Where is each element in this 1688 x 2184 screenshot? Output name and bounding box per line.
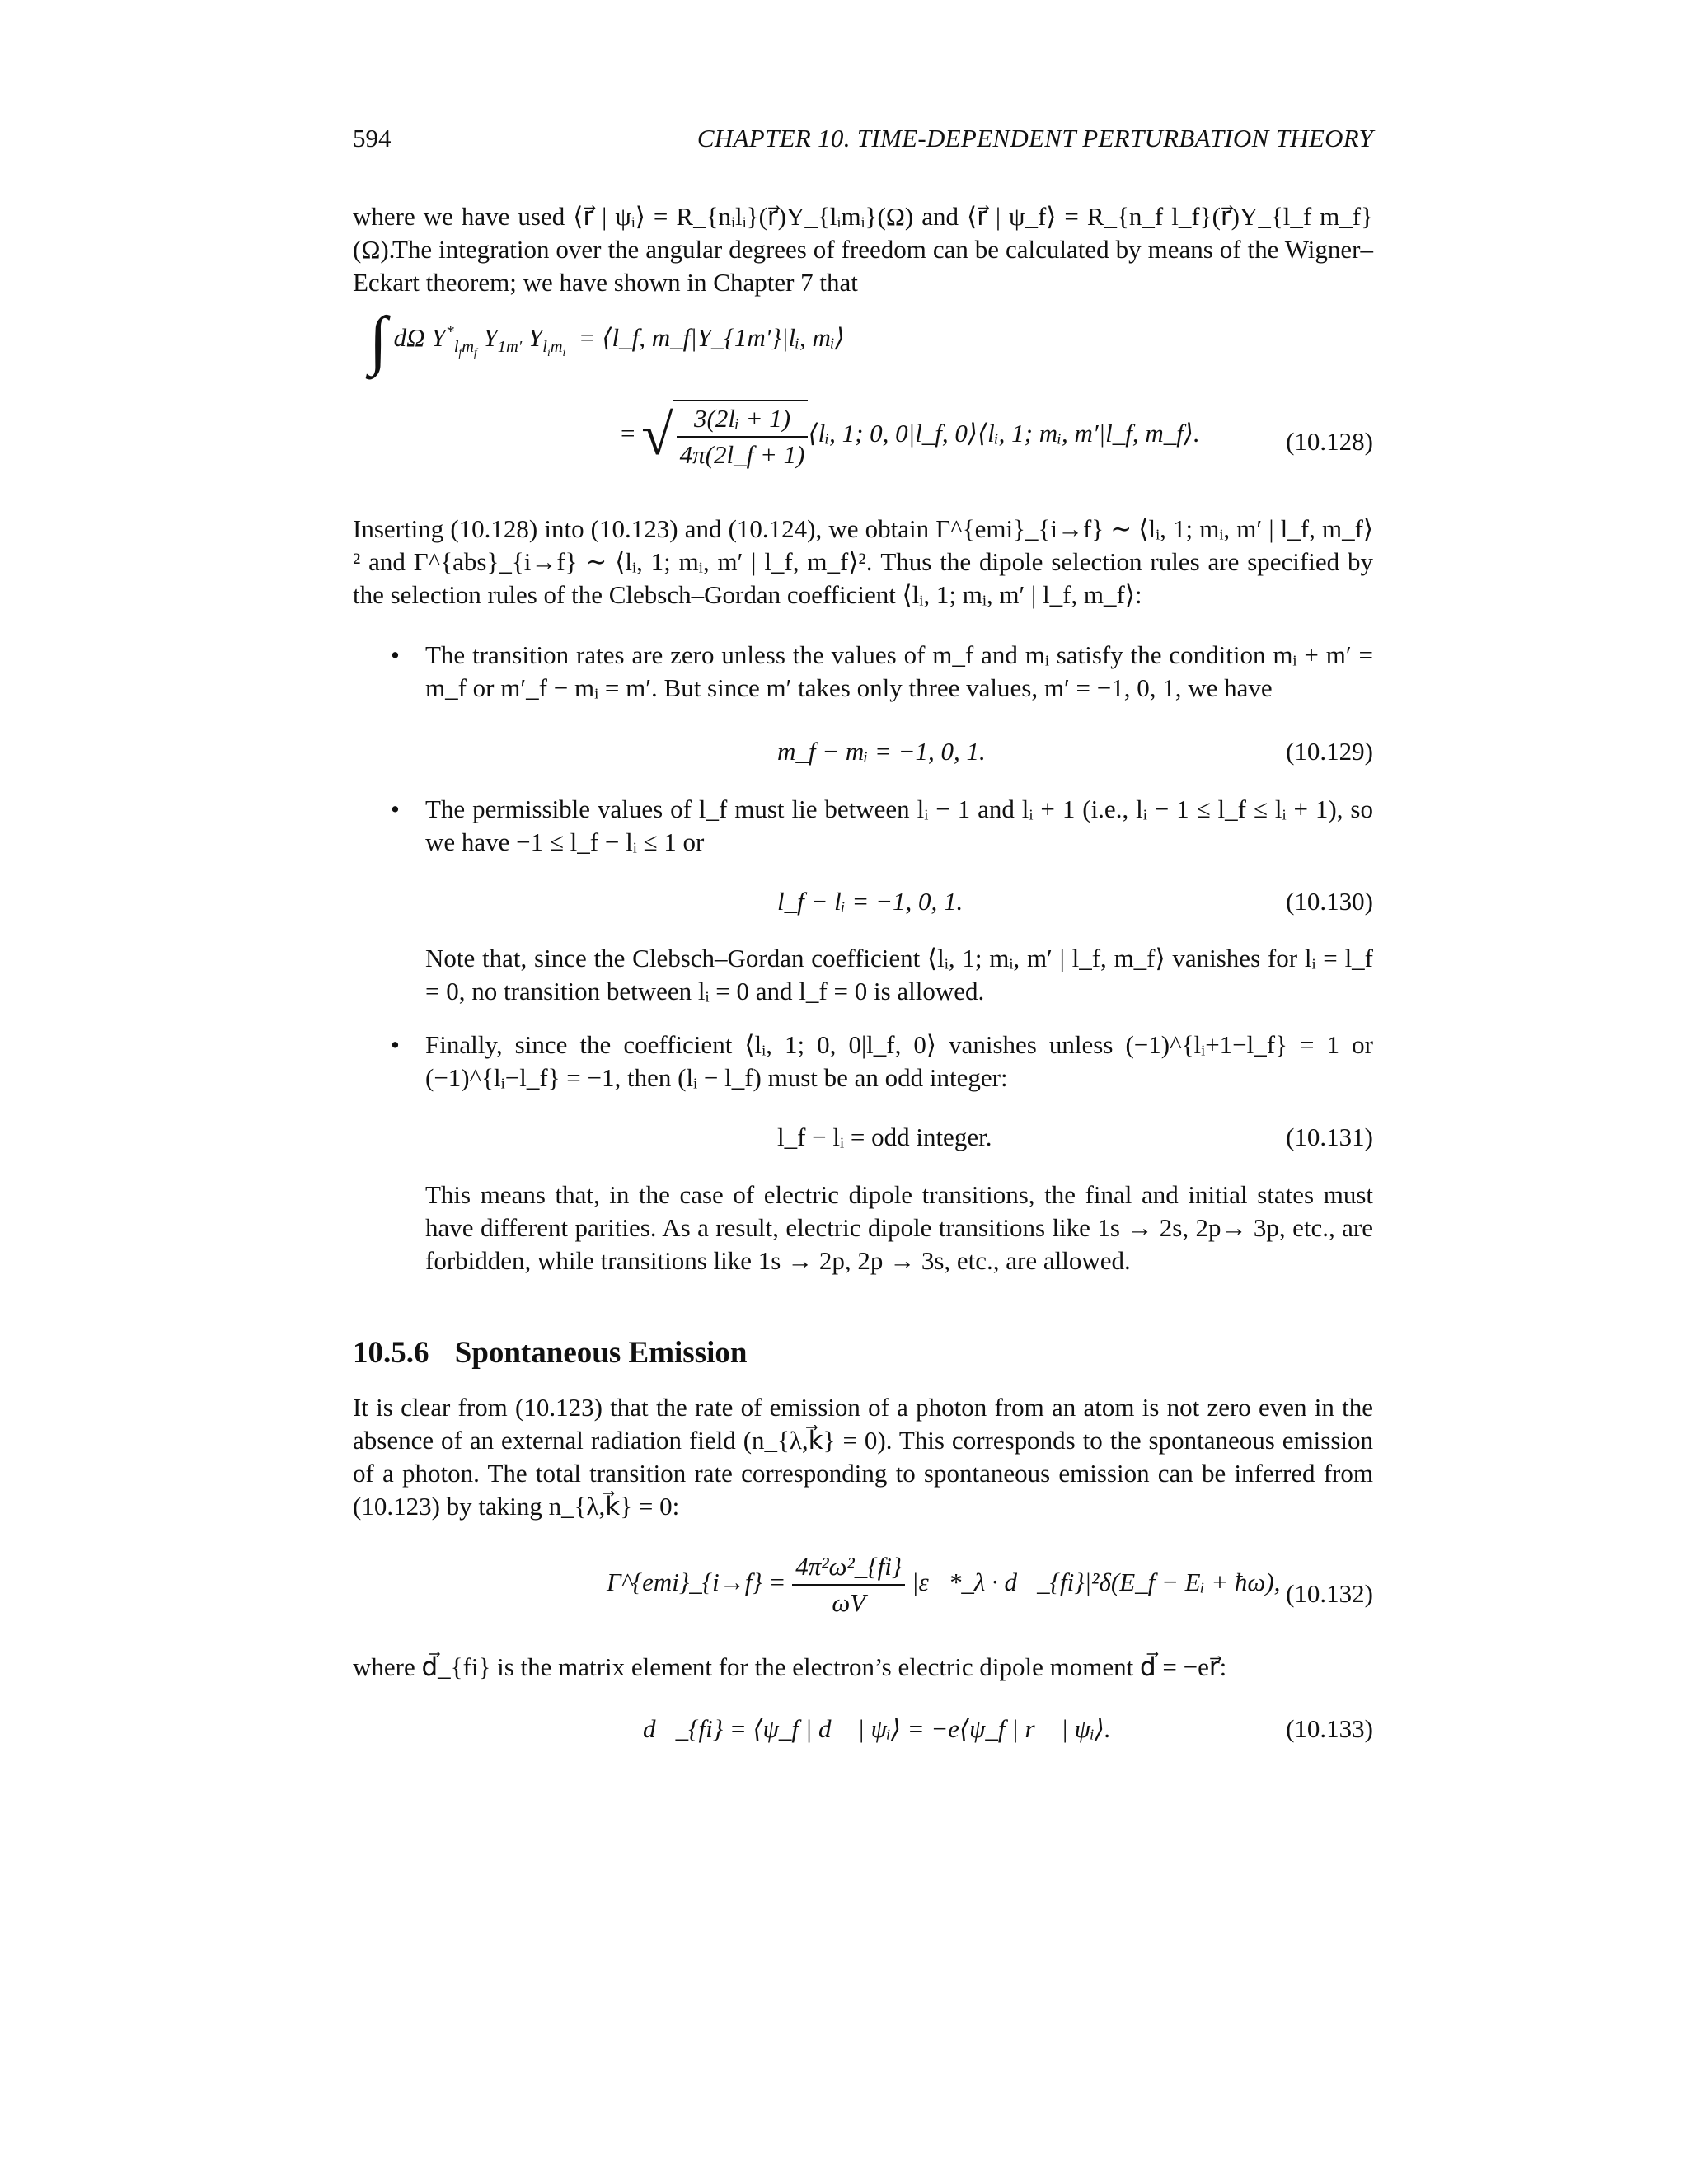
- eq132-lhs: Γ^{emi}_{i→f} =: [607, 1568, 786, 1597]
- bullet-item-2: [392, 793, 1373, 859]
- bullet-item-1: [392, 639, 1373, 705]
- equation-10-131: l_f − lᵢ = odd integer.: [777, 1122, 992, 1151]
- equation-10-132: [607, 1549, 1280, 1620]
- page-number: 594: [353, 124, 392, 152]
- equation-number-10-130: (10.130): [1286, 887, 1373, 916]
- equation-10-128-line1: ∫ dΩ $Y^*_{l_fm_f}$ $Y_{1m'}$ $Y_{l_im_i}$ = ⟨l_f, m_f|Y_{1m′}|lᵢ, mᵢ⟩: [369, 303, 845, 377]
- eq128-denominator: 4π(2l_f + 1): [679, 440, 805, 469]
- section-number: 10.5.6: [353, 1336, 429, 1370]
- section-title: Spontaneous Emission: [454, 1336, 748, 1370]
- spontaneous-paragraph: It is clear from (10.123) that the rate of emission of a photon from an atom is not zero even in the absence of an external radiation field (n_{λ,k⃗} = 0). This corresponds to the spontaneous emission of a photon. The total transition rate corresponding to spontaneous emission can be inferred from (10.123) by taking n_{λ,k⃗} = 0:: [353, 1393, 1373, 1521]
- section-heading: [353, 1335, 747, 1371]
- intro-paragraph: The integration over the angular degrees of freedom can be calculated by means of the Wigner–Eckart theorem; we have shown in Chapter 7 that: [353, 235, 1373, 297]
- bullet-2-text: The permissible values of l_f must lie between lᵢ − 1 and lᵢ + 1 (i.e., lᵢ − 1 ≤ l_f ≤ lᵢ + 1), so we have −1 ≤ l_f − lᵢ ≤ 1 or: [425, 794, 1373, 856]
- chapter-title: CHAPTER 10. TIME-DEPENDENT PERTURBATION THEORY: [696, 124, 1373, 152]
- equation-number-10-131: (10.131): [1286, 1122, 1373, 1151]
- eq132-fraction: [792, 1549, 905, 1620]
- equation-number-10-133: (10.133): [1286, 1714, 1373, 1743]
- eq132-rest: |ε⃗*_λ · d⃗_{fi}|²δ(E_f − Eᵢ + ħω),: [912, 1568, 1281, 1597]
- bullet-3-text: Finally, since the coefficient ⟨lᵢ, 1; 0, 0|l_f, 0⟩ vanishes unless (−1)^{lᵢ+1−l_f} = 1 or (−1)^{lᵢ−l_f} = −1, then (lᵢ − l_f) must be an odd integer:: [425, 1030, 1373, 1092]
- eq132-denominator: ωV: [832, 1588, 866, 1617]
- bullet-1-text: The transition rates are zero unless the values of m_f and mᵢ satisfy the condition mᵢ + m′ = m_f or m′_f − mᵢ = m′. But since m′ takes only three values, m′ = −1, 0, 1, we have: [425, 640, 1373, 702]
- equation-10-133: d⃗_{fi} = ⟨ψ_f | d⃗ | ψᵢ⟩ = −e⟨ψ_f | r⃗ | ψᵢ⟩.: [643, 1714, 1111, 1743]
- eq128-line1-rhs: = ⟨l_f, m_f|Y_{1m′}|lᵢ, mᵢ⟩: [578, 323, 845, 352]
- eq132-numerator: 4π²ω²_{fi}: [792, 1549, 905, 1586]
- equation-number-10-132: (10.132): [1286, 1579, 1373, 1608]
- eq128-line2-rhs: ⟨lᵢ, 1; 0, 0|l_f, 0⟩⟨lᵢ, 1; mᵢ, m′|l_f, m_f⟩.: [808, 419, 1200, 448]
- inserting-paragraph: Inserting (10.128) into (10.123) and (10.124), we obtain Γ^{emi}_{i→f} ∼ ⟨lᵢ, 1; mᵢ, m′ | l_f, m_f⟩² and Γ^{abs}_{i→f} ∼ ⟨lᵢ, 1; mᵢ, m′ | l_f, m_f⟩². Thus the dipole selection rules are specified by the selection rules of the Clebsch–Gordan coefficient ⟨lᵢ, 1; mᵢ, m′ | l_f, m_f⟩:: [353, 514, 1373, 609]
- intro-line: where we have used ⟨r⃗ | ψᵢ⟩ = R_{nᵢlᵢ}(r⃗)Y_{lᵢmᵢ}(Ω) and ⟨r⃗ | ψ_f⟩ = R_{n_f l_f}(r⃗)Y_{l_f m_f}(Ω).: [353, 202, 1373, 264]
- where-line: where d⃗_{fi} is the matrix element for the electron’s electric dipole moment d⃗ = −er⃗:: [353, 1652, 1227, 1681]
- bullet-item-3: [392, 1029, 1373, 1094]
- equation-number-10-128: (10.128): [1286, 427, 1373, 456]
- bullet-icon: •: [391, 1030, 400, 1059]
- bullet-icon: •: [391, 794, 400, 823]
- bullet-2-note: Note that, since the Clebsch–Gordan coefficient ⟨lᵢ, 1; mᵢ, m′ | l_f, m_f⟩ vanishes for lᵢ = l_f = 0, no transition between lᵢ = 0 and l_f = 0 is allowed.: [425, 944, 1373, 1005]
- equation-number-10-129: (10.129): [1286, 737, 1373, 766]
- equation-10-128-line2: = √ $\frac{\text{3(2lᵢ + 1)}}{4\pi(2l\_f + 1)}$ ⟨lᵢ, 1; 0, 0|l_f, 0⟩⟨lᵢ, 1; mᵢ, m′|l_f, m_f⟩.: [621, 400, 1200, 472]
- bullet-icon: •: [391, 640, 400, 669]
- integral-sign: ∫: [369, 303, 387, 377]
- bullet-3-note: This means that, in the case of electric dipole transitions, the final and initial states must have different parities. As a result, electric dipole transitions like 1s → 2s, 2p→ 3p, etc., are forbidden, while transitions like 1s → 2p, 2p → 3s, etc., are allowed.: [425, 1180, 1373, 1275]
- equation-10-129: m_f − mᵢ = −1, 0, 1.: [777, 737, 986, 766]
- eq128-numerator: 3(2lᵢ + 1): [677, 401, 809, 438]
- equation-10-130: l_f − lᵢ = −1, 0, 1.: [777, 887, 964, 916]
